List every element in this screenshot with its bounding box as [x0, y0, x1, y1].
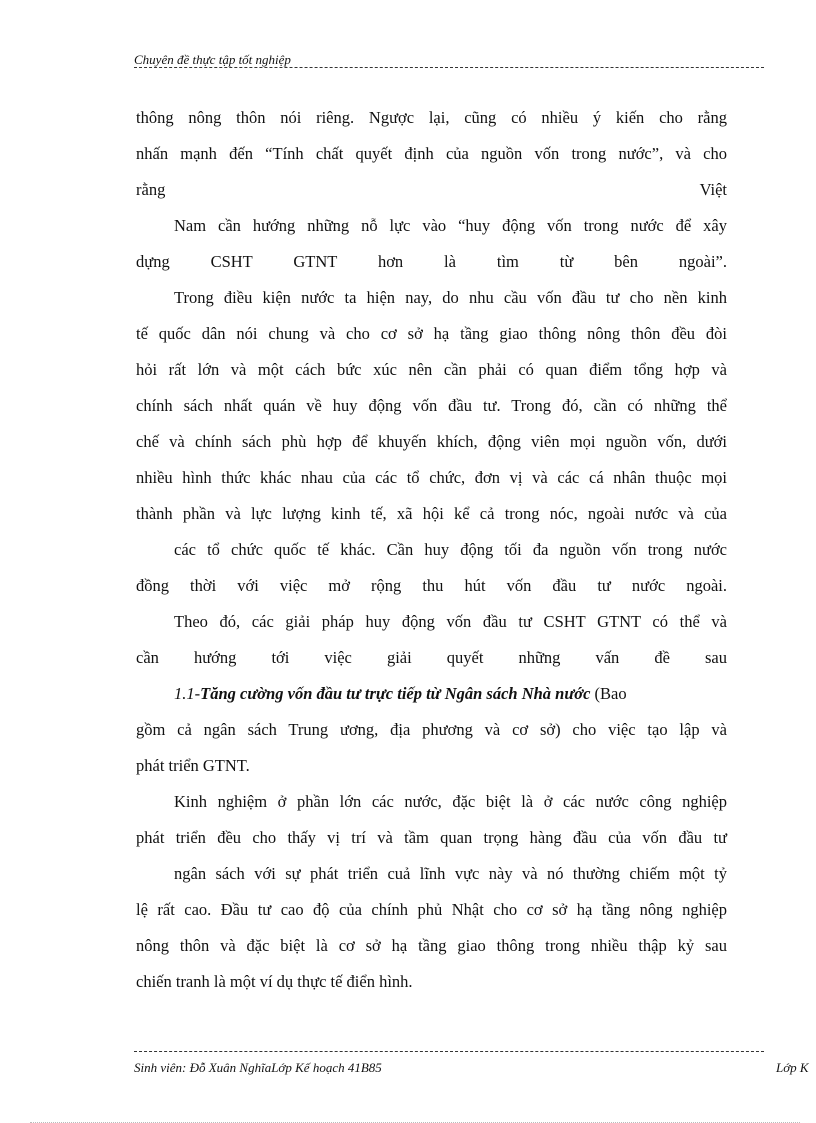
text-line: Kinh nghiệm ở phần lớn các nước, đặc biệt là ở các nước công nghiệp — [174, 792, 727, 811]
footer-divider — [134, 1051, 764, 1052]
text-line: thông nông thôn nói riêng. Ngược lại, cũng có nhiều ý kiến cho rằng — [136, 108, 727, 127]
text-line: phát triển đều cho thấy vị trí và tầm quan trọng hàng đầu của vốn đầu tư — [136, 828, 727, 847]
text-line: gồm cả ngân sách Trung ương, địa phương và cơ sở) cho việc tạo lập và — [136, 720, 727, 739]
page-header: Chuyên đề thực tập tốt nghiệp — [134, 52, 291, 67]
section-number: 1.1- — [174, 684, 201, 703]
section-heading — [136, 676, 727, 712]
text-line: Theo đó, các giải pháp huy động vốn đầu tư CSHT GTNT có thể và — [174, 612, 727, 631]
footer-student: Sinh viên: Đỗ Xuân NghĩaLớp Kế hoạch 41B85 — [134, 1060, 382, 1075]
text-line: lệ rất cao. Đầu tư cao độ của chính phủ Nhật cho cơ sở hạ tầng nông nghiệp — [136, 900, 727, 919]
text-line: phát triển GTNT. — [136, 756, 250, 775]
text-line: nhấn mạnh đến “Tính chất quyết định của nguồn vốn trong nước”, và cho — [136, 144, 727, 163]
text-line: thành phần và lực lượng kinh tế, xã hội kể cả trong nóc, ngoài nước và của — [136, 504, 727, 523]
text-line: Trong điều kiện nước ta hiện nay, do nhu cầu vốn đầu tư cho nền kinh — [174, 288, 727, 307]
text-line: hỏi rất lớn và một cách bức xúc nên cần phải có quan điểm tổng hợp và — [136, 360, 727, 379]
text-line: dựng CSHT GTNT hơn là tìm từ bên ngoài”. — [136, 252, 727, 271]
text-line: nhiều hình thức khác nhau của các tổ chức, đơn vị và các cá nhân thuộc mọi — [136, 468, 727, 487]
text-line: chiến tranh là một ví dụ thực tế điển hình. — [136, 972, 413, 991]
text-fragment: Việt — [699, 180, 727, 199]
text-line: đồng thời với việc mở rộng thu hút vốn đầu tư nước ngoài. — [136, 576, 727, 595]
text-line: chính sách nhất quán về huy động vốn đầu tư. Trong đó, cần có những thể — [136, 396, 727, 415]
text-line: cần hướng tới việc giải quyết những vấn đề sau — [136, 648, 727, 667]
text-line — [136, 172, 727, 208]
text-line: Nam cần hướng những nỗ lực vào “huy động vốn trong nước để xây — [174, 216, 727, 235]
text-line: chế và chính sách phù hợp để khuyến khích, động viên mọi nguồn vốn, dưới — [136, 432, 727, 451]
text-fragment: rằng — [136, 180, 166, 199]
text-line: nông thôn và đặc biệt là cơ sở hạ tầng giao thông trong nhiều thập kỷ sau — [136, 936, 727, 955]
header-divider — [134, 67, 764, 68]
text-line: tế quốc dân nói chung và cho cơ sở hạ tầng giao thông nông thôn đều đòi — [136, 324, 727, 343]
text-line: ngân sách với sự phát triển cuả lĩnh vực này và nó thường chiếm một tỷ — [174, 864, 727, 883]
section-title: Tăng cường vốn đầu tư trực tiếp từ Ngân sách Nhà nước — [200, 684, 591, 703]
section-heading-tail: (Bao — [590, 684, 627, 703]
body-text — [136, 100, 727, 1000]
footer-class: Lớp K — [776, 1060, 809, 1075]
text-line: các tổ chức quốc tế khác. Cần huy động tối đa nguồn vốn trong nước — [174, 540, 727, 559]
